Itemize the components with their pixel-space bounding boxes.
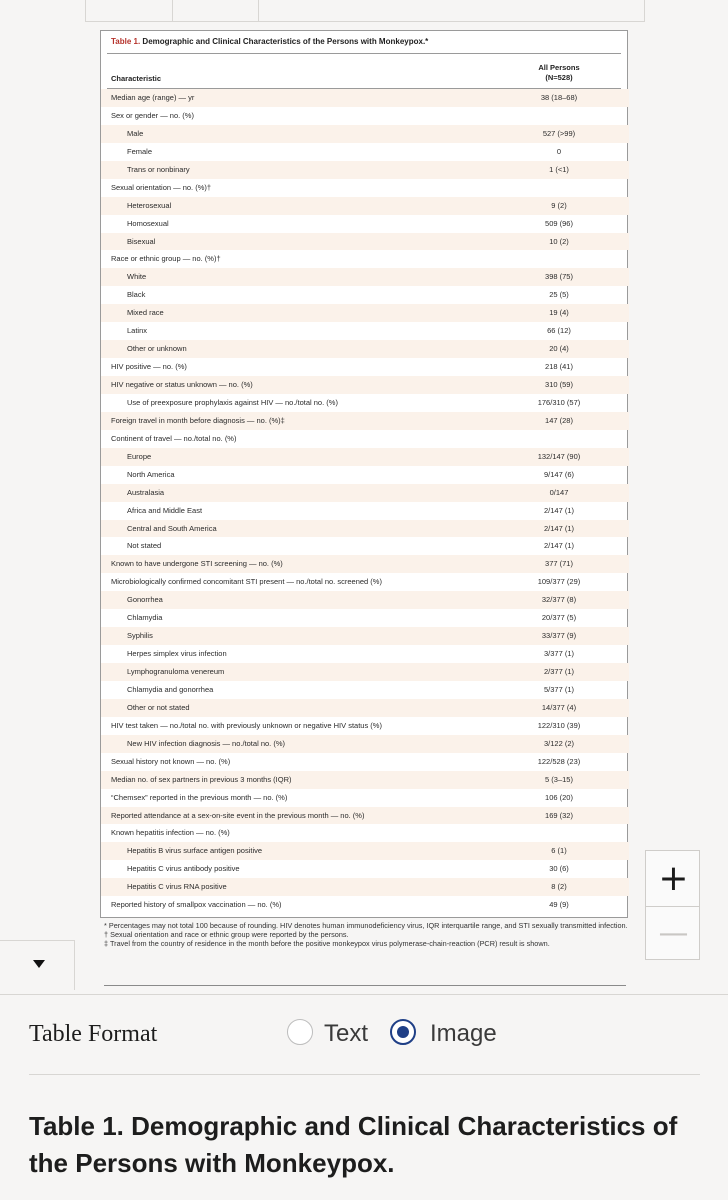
row-label: Male [127,128,144,138]
table-row [101,304,629,322]
row-label: Reported attendance at a sex-on-site event in the previous month — no. (%) [111,810,365,820]
row-label: Hepatitis C virus RNA positive [127,882,227,892]
table-row [101,340,629,358]
zoom-in-button[interactable]: + [658,858,689,899]
format-image-radio[interactable] [390,1019,416,1045]
row-label: Herpes simplex virus infection [127,649,227,659]
column-header-all-persons [499,63,619,83]
table-row [101,286,629,304]
table-format-label: Table Format [29,1021,158,1047]
table-row [101,573,629,591]
column-header-all-line2: (N=528) [545,73,573,82]
column-header-characteristic: Characteristic [111,74,162,83]
table-row [101,125,629,143]
row-value: 2/377 (1) [543,667,575,676]
table-row [101,502,629,520]
table-row [101,735,629,753]
table-image[interactable] [100,30,628,918]
row-label: Continent of travel — no./total no. (%) [111,433,237,443]
row-label: Median no. of sex partners in previous 3 months (IQR) [111,774,292,784]
table-row [101,448,629,466]
row-value: 49 (9) [549,900,569,910]
table-footnotes [104,921,632,948]
table-row [101,699,629,717]
row-label: Chlamydia [127,613,163,623]
table-row [101,860,629,878]
format-text-label[interactable]: Text [324,1020,369,1047]
footnote-rule [104,985,626,986]
viewer-bottom-rule [0,994,728,995]
row-value: 5/377 (1) [543,684,575,694]
row-label: Mixed race [127,308,164,318]
table-row [101,591,629,609]
row-label: Race or ethnic group — no. (%)† [111,254,221,264]
top-toolbar-strip [0,0,728,22]
row-value: 509 (96) [545,218,573,228]
row-value: 169 (32) [545,810,573,820]
zoom-control [645,850,700,960]
row-value: 30 (6) [549,864,569,874]
table-row [101,520,629,538]
row-label: Hepatitis B virus surface antigen positive [127,846,263,856]
row-value: 0 [556,146,562,156]
row-label: Bisexual [127,236,156,246]
table-row [101,878,629,896]
table-caption: Table 1. Demographic and Clinical Characteristics of the Persons with Monkeypox. [29,1111,678,1178]
row-label: Latinx [127,326,148,336]
toolbar-divider [258,0,259,22]
row-value: 3/377 (1) [543,649,575,659]
row-label: Use of preexposure prophylaxis against HIV — no./total no. (%) [127,397,338,407]
row-label: HIV test taken — no./total no. with previously unknown or negative HIV status (%) [111,720,382,730]
table-row [101,842,629,860]
table-body [101,89,629,914]
table-row [101,412,629,430]
row-value: 9 (2) [551,200,567,210]
row-value: 25 (5) [549,290,569,300]
row-value: 2/147 (1) [543,523,575,533]
row-label: Sexual orientation — no. (%)† [111,182,212,192]
row-value: 310 (59) [545,380,573,389]
table-title-text: Demographic and Clinical Characteristics of the Persons with Monkeypox.* [140,37,429,46]
row-label: Heterosexual [127,200,172,210]
row-value: 2/147 (1) [543,505,575,515]
row-label: Foreign travel in month before diagnosis — no. (%)‡ [111,415,285,425]
row-label: Hepatitis C virus antibody positive [127,864,240,874]
row-label: Lymphogranuloma venereum [127,667,225,676]
table-row [101,430,629,448]
row-label: Gonorrhea [127,595,163,605]
table-row [101,663,629,681]
table-row [101,537,629,555]
row-value: 147 (28) [545,415,573,425]
zoom-out-button[interactable]: — [658,916,689,951]
row-label: Reported history of smallpox vaccination — no. (%) [111,900,282,910]
table-row [101,717,629,735]
row-value: 176/310 (57) [537,397,581,407]
row-label: Central and South America [127,523,217,533]
table-row [101,824,629,842]
row-label: Sexual history not known — no. (%) [111,756,231,766]
row-value: 19 (4) [549,308,569,318]
row-value: 122/528 (23) [537,756,581,766]
row-value: 38 (18–68) [540,93,578,102]
table-row [101,268,629,286]
footnote: * Percentages may not total 100 because of rounding. HIV denotes human immunodeficiency virus, IQR interquartile range, and STI sexually transmitted infection. [104,921,628,930]
row-label: HIV positive — no. (%) [111,362,187,372]
row-value: 66 (12) [547,326,571,336]
row-value: 6 (1) [551,846,567,856]
row-label: Europe [127,451,152,461]
table-row [101,466,629,484]
table-row [101,645,629,663]
table-row [101,627,629,645]
table-row [101,161,629,179]
row-value: 20 (4) [549,344,569,354]
row-label: Median age (range) — yr [111,93,195,102]
table-row [101,89,629,107]
row-value: 2/147 (1) [543,541,575,551]
row-value: 14/377 (4) [541,702,577,712]
toolbar-bottom-line [85,21,645,22]
table-row [101,107,629,125]
footnote: † Sexual orientation and race or ethnic group were reported by the persons. [104,930,349,939]
row-label: Other or unknown [127,344,187,354]
table-row [101,143,629,161]
format-image-label[interactable]: Image [430,1020,497,1047]
row-label: Female [127,146,153,156]
row-value: 106 (20) [545,792,573,802]
table-row [101,376,629,394]
row-value: 8 (2) [551,882,567,892]
title-rule [107,53,621,54]
chevron-down-icon[interactable] [33,960,45,968]
row-label: Chlamydia and gonorrhea [127,684,214,694]
row-value: 132/147 (90) [537,451,581,461]
radio-selected-dot [397,1026,409,1038]
row-value: 10 (2) [549,236,569,246]
row-value: 5 (3–15) [545,774,573,784]
row-value: 9/147 (6) [543,469,575,479]
footnote: ‡ Travel from the country of residence in the month before the positive monkeypox virus polymerase-chain-reaction (PCR) result is shown. [104,939,550,948]
table-title-number: Table 1. [111,37,141,46]
table-row [101,358,629,376]
row-label: Other or not stated [127,702,190,712]
toolbar-divider [644,0,645,22]
column-header-all-line1: All Persons [538,63,580,72]
row-value: 0/147 [549,487,569,497]
table-row [101,394,629,412]
table-row [101,681,629,699]
row-value: 20/377 (5) [541,613,577,623]
table-row [101,179,629,197]
row-label: Known hepatitis infection — no. (%) [111,828,230,838]
row-value: 33/377 (9) [541,631,577,641]
table-title [111,37,428,46]
toolbar-divider [172,0,173,22]
table-row [101,197,629,215]
table-row [101,789,629,807]
format-text-radio[interactable] [287,1019,313,1045]
row-value: 1 (<1) [549,164,569,174]
row-label: Black [127,290,146,300]
expand-divider [74,940,75,990]
row-label: Australasia [127,487,165,497]
row-label: HIV negative or status unknown — no. (%) [111,380,253,389]
table-row [101,609,629,627]
row-value: 109/377 (29) [537,577,581,587]
row-value: 218 (41) [545,362,573,372]
table-row [101,322,629,340]
table-row [101,215,629,233]
row-label: Known to have undergone STI screening — no. (%) [111,559,283,569]
row-label: Not stated [127,541,162,551]
row-label: Syphilis [127,631,153,641]
row-label: “Chemsex” reported in the previous month — no. (%) [111,792,288,802]
row-label: Africa and Middle East [127,505,203,515]
row-label: Homosexual [127,218,169,228]
table-row [101,807,629,825]
table-row [101,753,629,771]
toolbar-divider [85,0,86,22]
row-value: 3/122 (2) [543,738,575,748]
row-value: 527 (>99) [542,128,576,138]
row-label: Sex or gender — no. (%) [111,110,194,120]
table-row [101,555,629,573]
row-label: Microbiologically confirmed concomitant STI present — no./total no. screened (%) [111,577,382,587]
row-label: New HIV infection diagnosis — no./total no. (%) [127,738,285,748]
table-row [101,484,629,502]
table-row [101,896,629,914]
section-divider [29,1074,700,1075]
row-value: 32/377 (8) [541,595,577,605]
table-row [101,250,629,268]
table-row [101,771,629,789]
table-row [101,233,629,251]
row-value: 122/310 (39) [537,720,581,730]
expand-divider [0,940,74,941]
row-value: 398 (75) [545,272,573,282]
row-label: Trans or nonbinary [127,164,190,174]
row-label: White [127,272,147,282]
row-label: North America [127,469,175,479]
row-value: 377 (71) [545,559,573,569]
